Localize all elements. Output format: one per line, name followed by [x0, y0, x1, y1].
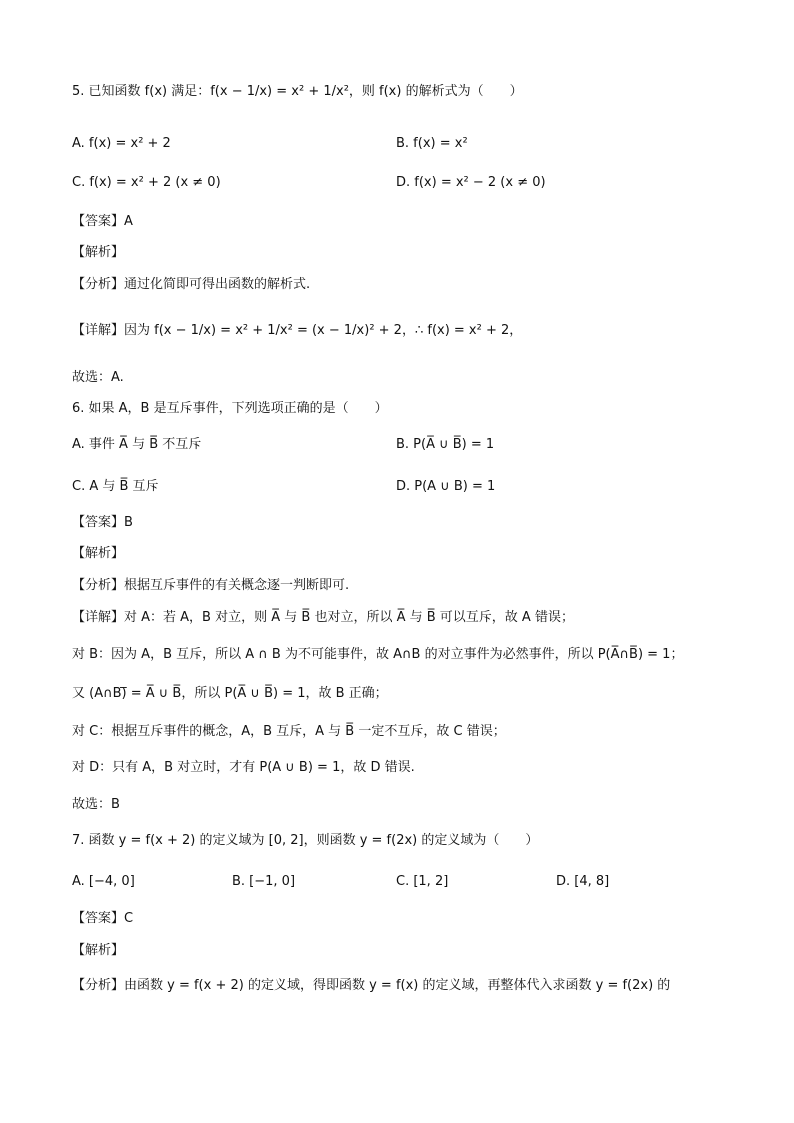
q7-fenxi: 【分析】由函数 y = f(x + 2) 的定义域，得即函数 y = f(x) 的定义域，再整体代入求函数 y = f(2x) 的: [72, 978, 671, 993]
q7-answer: 【答案】C: [72, 911, 134, 926]
q6-detail-c: 对 C：根据互斥事件的概念，A，B 互斥，A 与 B̅ 一定不互斥，故 C 错误；: [72, 724, 506, 739]
q6-option-d: D. P(A ∪ B) = 1: [396, 479, 496, 494]
q5-xiangjie: 【详解】因为 f(x − 1/x) = x² + 1/x² = (x − 1/x)² + 2，∴ f(x) = x² + 2，: [72, 323, 523, 338]
q5-conclusion: 故选：A.: [72, 370, 124, 385]
q6-conclusion: 故选：B: [72, 797, 120, 812]
q5-option-d: D. f(x) = x² − 2 (x ≠ 0): [396, 175, 546, 190]
q6-option-b: B. P(A̅ ∪ B̅) = 1: [396, 437, 495, 452]
q6-detail-d: 对 D：只有 A，B 对立时，才有 P(A ∪ B) = 1，故 D 错误.: [72, 760, 415, 775]
q5-option-b: B. f(x) = x²: [396, 136, 468, 151]
q6-detail-b2: 又 (A∩B)̅ = A̅ ∪ B̅，所以 P(A̅ ∪ B̅) = 1，故 B 正确；: [72, 686, 388, 701]
q6-fenxi: 【分析】根据互斥事件的有关概念逐一判断即可.: [72, 578, 350, 593]
q6-stem: 6. 如果 A，B 是互斥事件，下列选项正确的是（ ）: [72, 401, 388, 416]
q7-option-b: B. [−1, 0]: [232, 874, 296, 889]
q6-detail-b1: 对 B：因为 A，B 互斥，所以 A ∩ B 为不可能事件，故 A∩B 的对立事件为必然事件，所以 P(A̅∩B̅) = 1；: [72, 647, 684, 662]
q5-stem: 5. 已知函数 f(x) 满足：f(x − 1/x) = x² + 1/x²，则 f(x) 的解析式为（ ）: [72, 84, 523, 99]
q6-option-c: C. A 与 B̅ 互斥: [72, 479, 159, 494]
q6-answer: 【答案】B: [72, 515, 133, 530]
q5-option-c: C. f(x) = x² + 2 (x ≠ 0): [72, 175, 221, 190]
q5-answer: 【答案】A: [72, 214, 133, 229]
q7-option-c: C. [1, 2]: [396, 874, 449, 889]
q5-fenxi: 【分析】通过化简即可得出函数的解析式.: [72, 277, 311, 292]
q7-analysis-label: 【解析】: [72, 943, 125, 958]
q5-analysis-label: 【解析】: [72, 245, 125, 260]
q7-option-d: D. [4, 8]: [556, 874, 610, 889]
q7-stem: 7. 函数 y = f(x + 2) 的定义域为 [0, 2]，则函数 y = f(2x) 的定义域为（ ）: [72, 833, 539, 848]
q6-analysis-label: 【解析】: [72, 546, 125, 561]
q6-xiangjie: 【详解】对 A：若 A，B 对立，则 A̅ 与 B̅ 也对立，所以 A̅ 与 B̅ 可以互斥，故 A 错误；: [72, 610, 574, 625]
q5-option-a: A. f(x) = x² + 2: [72, 136, 171, 151]
q7-option-a: A. [−4, 0]: [72, 874, 135, 889]
q6-option-a: A. 事件 A̅ 与 B̅ 不互斥: [72, 437, 202, 452]
